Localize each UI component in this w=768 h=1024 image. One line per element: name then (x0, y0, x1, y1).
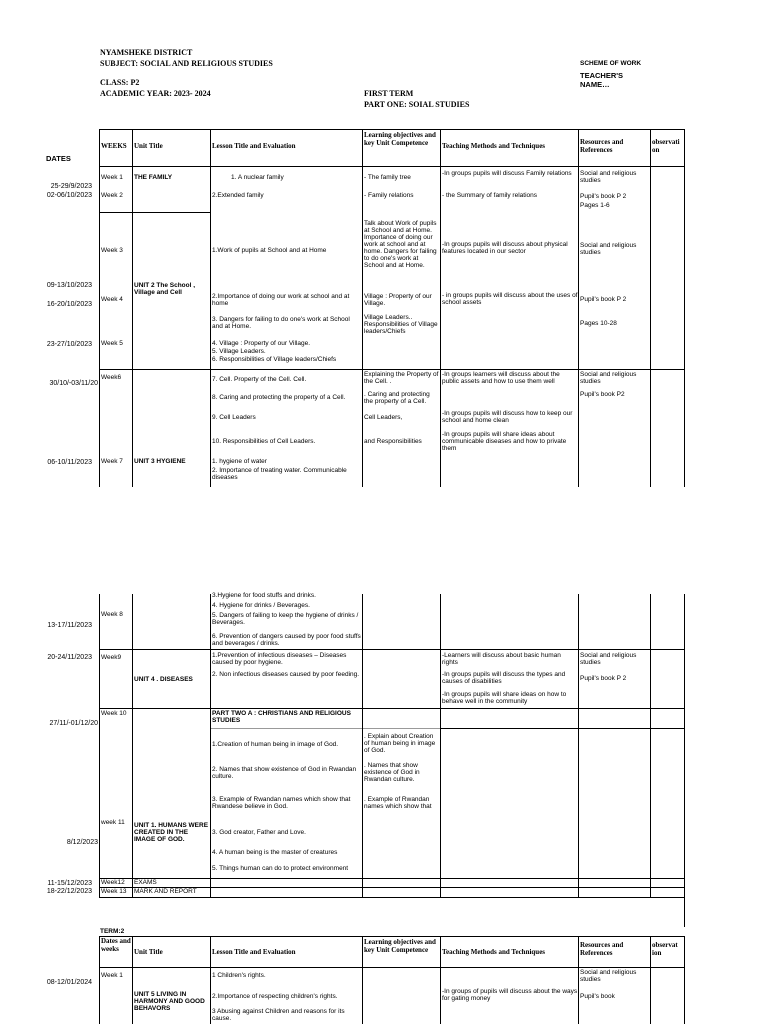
week-cell: Week 2 (101, 192, 123, 199)
lesson-item: 1 Children's rights. (212, 972, 266, 979)
col-resources: Resources and References (580, 138, 624, 154)
resource-item: Social and religious studies (580, 652, 637, 666)
week-cell: Week 5 (101, 340, 123, 347)
lesson-item: 5. Village Leaders. (212, 348, 266, 355)
lesson-item: 10. Responsibilities of Cell Leaders. (212, 438, 316, 445)
lesson-item: 1.Prevention of infectious diseases – Diseases caused by poor hygiene. (212, 652, 347, 666)
unit-title: UNIT 4 . DISEASES (134, 676, 193, 683)
method-item: -Learners will discuss about basic human rights (442, 652, 561, 666)
lesson-item: 3. Dangers for failing to do one's work at School and at Home. (212, 316, 350, 330)
lesson-item: 8. Caring and protecting the property of a Cell. (212, 394, 346, 401)
exams-label: EXAMS (134, 879, 157, 886)
lesson-item: 5. Things human can do to protect environment (212, 865, 349, 872)
objective-item: . Caring and protecting the property of a Cell. (364, 391, 430, 405)
objective-item: and Responsibilities (364, 438, 422, 445)
date-row: 18-22/12/2023 (46, 888, 92, 895)
lesson-item: 1.Work of pupils at School and at Home (212, 247, 327, 254)
lesson-item: 4. Village : Property of our Village. (212, 340, 311, 347)
method-item: -In groups pupils will share ideas about communicable diseases and how to private them (442, 431, 567, 452)
objective-item: - The family tree (364, 174, 411, 181)
date-row: 16-20/10/2023 (46, 301, 92, 308)
method-item: -In groups pupils will discuss about physical features located in our sector (442, 241, 568, 255)
lesson-item: 2.Importance of respecting children's rights. (212, 993, 338, 1000)
part-two-heading: PART TWO A : CHRISTIANS AND RELIGIOUS STUDIES (212, 710, 351, 724)
col-dates-weeks: Dates and weeks (101, 937, 131, 953)
col-lesson: Lesson Title and Evaluation (212, 142, 296, 150)
date-row: 11-15/12/2023 (47, 880, 92, 887)
lesson-item: 4. Hygiene for drinks / Beverages. (212, 602, 310, 609)
col-weeks: WEEKS (101, 142, 127, 150)
resource-item: Pages 1-6 (580, 202, 610, 209)
resource-item: Social and religious studies (580, 242, 637, 256)
unit-title: UNIT 5 LIVING IN HARMONY AND GOOD BEHAVORS (134, 991, 205, 1012)
subject-title: SUBJECT: SOCIAL AND RELIGIOUS STUDIES (100, 59, 273, 68)
col-methods: Teaching Methods and Techniques (442, 948, 546, 956)
lesson-item: 2. Importance of treating water. Communicable diseases (212, 467, 347, 481)
method-item: -In groups learners will discuss about the public assets and how to use them well (442, 371, 560, 385)
date-row: 25-29/9/2023 (50, 183, 92, 190)
lesson-item: 3 Abusing against Children and reasons for its cause. (212, 1008, 345, 1022)
objective-item: . Names that show existence of God in Rwandan culture. (364, 762, 420, 783)
method-item: -In groups pupils will discuss Family relations (442, 170, 572, 177)
lesson-item: 3. Example of Rwandan names which show that Rwandese believe in God. (212, 796, 351, 810)
lesson-item: 4. A human being is the master of creatures (212, 849, 338, 856)
date-row: 8/12/2023 (66, 839, 98, 846)
col-unit: Unit Title (134, 142, 163, 150)
resource-item: Pupil's book P 2 (580, 675, 627, 682)
lesson-item: 7. Cell. Property of the Cell. Cell. (212, 376, 307, 383)
date-row: 06-10/11/2023 (47, 459, 92, 466)
resource-item: Pupil's book P2 (580, 391, 625, 398)
objective-item: - Family relations (364, 192, 414, 199)
resource-item: Pupil's book P 2 (580, 296, 627, 303)
week-cell: Week 4 (101, 296, 123, 303)
method-item: -In groups of pupils will discuss about the ways for gating money (442, 988, 578, 1002)
term-2-label: TERM:2 (100, 928, 125, 935)
week-cell: Week 8 (101, 611, 123, 618)
resource-item: Pages 10-28 (580, 320, 617, 327)
objective-item: . Explain about Creation of human being in image of God. (364, 733, 436, 754)
lesson-item: 3.Hygiene for food stuffs and drinks. (212, 592, 316, 599)
week-cell: Week 7 (101, 458, 123, 465)
lesson-item: 2. Names that show existence of God in Rwandan culture. (212, 766, 357, 780)
date-row: 27/11/-01/12/20 (49, 720, 98, 727)
class-label: CLASS: P2 (100, 78, 140, 87)
method-item: - in groups pupils will discuss about the uses of school assets (442, 292, 578, 306)
week-cell: Week 13 (101, 888, 127, 895)
col-dates: DATES (46, 154, 71, 163)
week-cell: Week 10 (101, 710, 127, 717)
date-row: 30/10/-03/11/20 (49, 380, 98, 387)
col-lesson: Lesson Title and Evaluation (212, 948, 296, 956)
method-item: - the Summary of family relations (442, 192, 538, 199)
teacher-label: TEACHER'S (580, 71, 624, 80)
week-cell: Week 1 (101, 174, 123, 181)
lesson-item: 2.Extended family (212, 192, 264, 199)
week-cell: week 11 (101, 819, 125, 826)
lesson-item: 6. Prevention of dangers caused by poor food stuffs and beverages / drinks. (212, 633, 361, 647)
unit-title: THE FAMILY (134, 174, 173, 181)
date-row: 02-06/10/2023 (46, 192, 92, 199)
unit-title: UNIT 2 The School , Village and Cell (134, 282, 196, 296)
method-item: -In groups pupils will share ideas on how to behave well in the community (442, 691, 567, 705)
col-methods: Teaching Methods and Techniques (442, 142, 546, 150)
lesson-item: 2.Importance of doing our work at school and at home (212, 293, 350, 307)
objective-item: . Example of Rwandan names which show that (364, 796, 432, 810)
lesson-item: 5. Dangers of failing to keep the hygiene of drinks / Beverages. (212, 612, 359, 626)
objective-item: Talk about Work of pupils at School and at Home. Importance of doing our work at school and at home. Dangers for failing to do one's work at School and at Home. (364, 220, 437, 269)
date-row: 13-17/11/2023 (47, 622, 92, 629)
week-cell: Week9 (101, 654, 122, 661)
lesson-item: 2. Non infectious diseases caused by poor feeding. (212, 671, 360, 678)
date-row: 08-12/01/2024 (46, 979, 92, 986)
week-cell: Week12 (101, 879, 125, 886)
resource-item: Social and religious studies (580, 170, 637, 184)
lesson-item: 1. A nuclear family (231, 174, 284, 181)
week-cell: Week6 (101, 374, 122, 381)
resource-item: Social and religious studies (580, 969, 637, 983)
resource-item: Social and religious studies (580, 371, 637, 385)
col-unit: Unit Title (134, 948, 163, 956)
objective-item: Village Leaders.. Responsibilities of Village leaders/Chiefs (364, 314, 438, 335)
col-observation: observati on (652, 138, 680, 154)
scheme-label: SCHEME OF WORK (580, 60, 642, 67)
week-cell: Week 3 (101, 247, 123, 254)
lesson-item: 6. Responsibilities of Village leaders/Chiefs (212, 356, 337, 363)
lesson-item: 1. hygiene of water (212, 458, 267, 465)
mark-report-label: MARK AND REPORT (134, 888, 197, 895)
resource-item: Pupil's book P 2 (580, 193, 627, 200)
method-item: -In groups pupils will discuss the types and causes of disabilities (442, 671, 566, 685)
unit-title: UNIT 3 HYGIENE (134, 458, 186, 465)
academic-year: ACADEMIC YEAR: 2023- 2024 (100, 89, 211, 98)
col-objectives: Learning objectives and key Unit Competence (364, 131, 436, 147)
date-row: 23-27/10/2023 (46, 341, 92, 348)
lesson-item: 3. God creator, Father and Love. (212, 829, 306, 836)
part-label: PART ONE: SOIAL STUDIES (364, 100, 470, 109)
col-resources: Resources and References (580, 941, 624, 957)
name-label: NAME… (580, 80, 610, 89)
resource-item: Pupil's book (580, 993, 615, 1000)
lesson-item: 1.Creation of human being in image of God. (212, 741, 339, 748)
objective-item: Village : Property of our Village. (364, 293, 432, 307)
unit-title: UNIT 1. HUMANS WERE CREATED IN THE IMAGE OF GOD. (134, 822, 209, 843)
term-label: FIRST TERM (364, 89, 414, 98)
col-observation: observat ion (652, 941, 678, 957)
district-title: NYAMSHEKE DISTRICT (100, 48, 193, 57)
lesson-item: 9. Cell Leaders (212, 414, 256, 421)
col-objectives: Learning objectives and key Unit Competence (364, 938, 436, 954)
date-row: 09-13/10/2023 (46, 282, 92, 289)
objective-item: Cell Leaders, (364, 414, 403, 421)
method-item: -In groups pupils will discuss how to keep our school and home clean (442, 410, 573, 424)
week-cell: Week 1 (101, 972, 123, 979)
date-row: 20-24/11/2023 (47, 654, 92, 661)
objective-item: Explaining the Property of the Cell. . (364, 371, 439, 385)
